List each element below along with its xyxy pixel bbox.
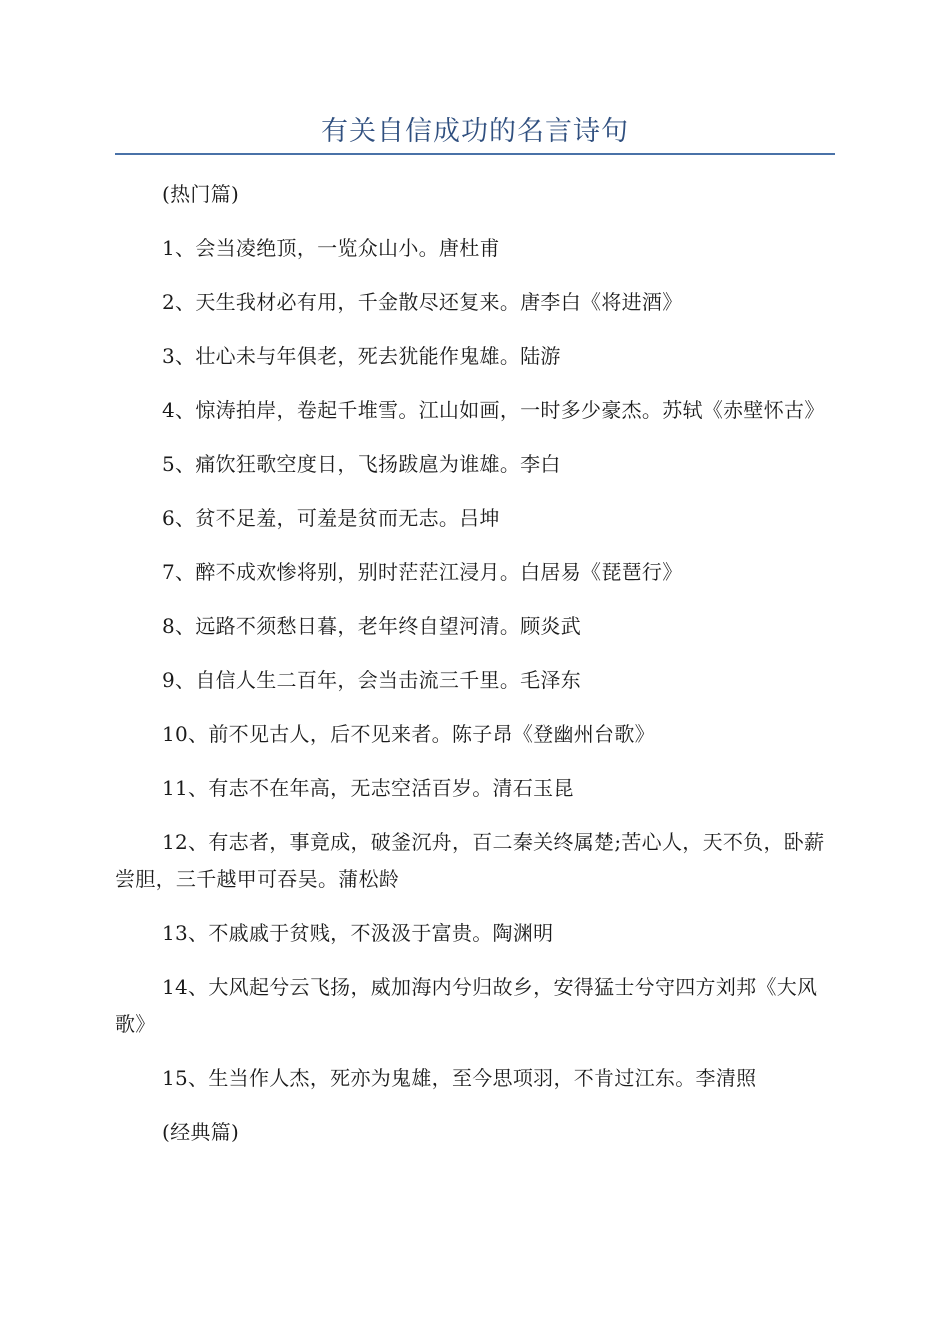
quote-item-14: 14、大风起兮云飞扬，威加海内兮归故乡，安得猛士兮守四方刘邦《大风歌》 [115, 975, 818, 1036]
quote-item-10: 10、前不见古人，后不见来者。陈子昂《登幽州台歌》 [162, 722, 655, 746]
quote-item-12: 12、有志者，事竟成，破釜沉舟，百二秦关终属楚;苦心人，天不负，卧薪尝胆，三千越甲可吞吴。蒲松龄 [115, 830, 825, 891]
quote-item-1: 1、会当凌绝顶，一览众山小。唐杜甫 [162, 236, 500, 260]
quote-item-6: 6、贫不足羞，可羞是贫而无志。吕坤 [162, 506, 500, 530]
quote-item-3: 3、壮心未与年俱老，死去犹能作鬼雄。陆游 [162, 344, 561, 368]
page-title: 有关自信成功的名言诗句 [321, 116, 629, 147]
quote-item-5: 5、痛饮狂歌空度日，飞扬跋扈为谁雄。李白 [162, 452, 561, 476]
section-heading-hot: (热门篇) [162, 182, 240, 206]
quote-item-7: 7、醉不成欢惨将别，别时茫茫江浸月。白居易《琵琶行》 [162, 560, 683, 584]
quote-item-9: 9、自信人生二百年，会当击流三千里。毛泽东 [162, 668, 582, 692]
section-heading-classic: (经典篇) [162, 1120, 240, 1144]
quote-item-4: 4、惊涛拍岸，卷起千堆雪。江山如画，一时多少豪杰。苏轼《赤壁怀古》 [162, 398, 825, 422]
quote-item-13: 13、不戚戚于贫贱，不汲汲于富贵。陶渊明 [162, 921, 554, 945]
quote-item-8: 8、远路不须愁日暮，老年终自望河清。顾炎武 [162, 614, 582, 638]
quote-item-15: 15、生当作人杰，死亦为鬼雄，至今思项羽，不肯过江东。李清照 [162, 1066, 757, 1090]
quote-item-11: 11、有志不在年高，无志空活百岁。清石玉昆 [162, 776, 574, 800]
quote-item-2: 2、天生我材必有用，千金散尽还复来。唐李白《将进酒》 [162, 290, 683, 314]
document-body [115, 176, 835, 1168]
title-underline [115, 153, 835, 155]
